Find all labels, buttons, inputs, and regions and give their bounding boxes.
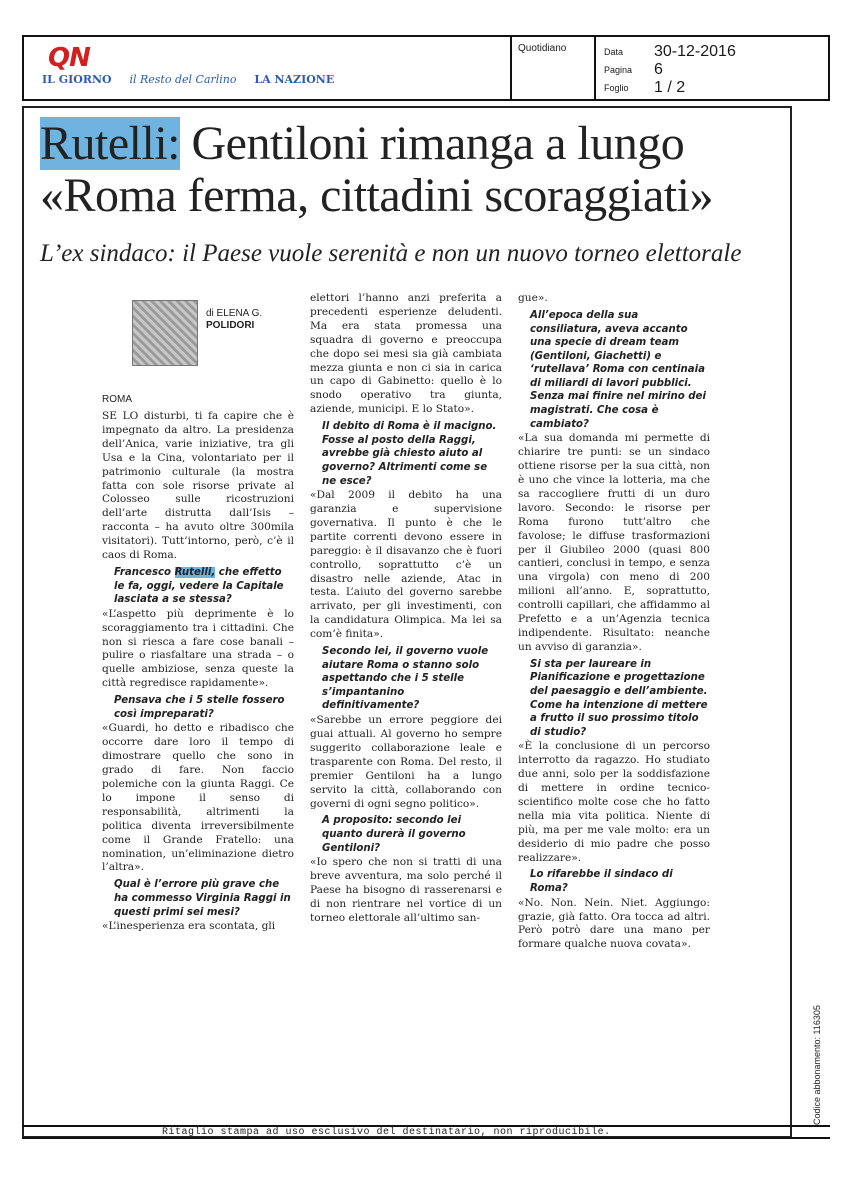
paragraph: «Dal 2009 il debito ha una garanzia e supervisione governativa. Il punto è che le partite correnti devono essere in pareggio: è il disavanzo che è fuori controllo, soprattutto c’è un disastro nelle aziende, Atac in testa. L’aiuto del governo sarebbe arrivato, per gli investimenti, con la candidatura Olimpica. Ma lei sa com’è finita». bbox=[310, 489, 502, 641]
paragraph: «L’aspetto più deprimente è lo scoraggiamento tra i cittadini. Che non si riesca a fare cose banali – pulire o riasfaltare una strada – o quelle ambiziose, senza queste la città regredisce rapidamente». bbox=[102, 607, 294, 690]
reproduction-notice-bar bbox=[22, 1125, 830, 1139]
header-divider bbox=[510, 35, 512, 101]
interview-question: Francesco Rutelli, che effetto le fa, oggi, vedere la Capitale lasciata a se stessa? bbox=[114, 566, 284, 606]
subscription-code: Codice abbonamento: 116305 bbox=[812, 1005, 822, 1125]
paragraph: «L’inesperienza era scontata, gli bbox=[102, 920, 276, 933]
article-column-3 bbox=[518, 292, 710, 952]
paragraph: elettori l’hanno anzi preferita a precedenti esperienze deludenti. Ma era stata promessa una squadra di governo e preoccupa che dopo sei mesi sia già cambiata mezza giunta e non ci sia in carica un capo di Gabinetto: quello è lo snodo operativo tra giunta, aziende, municipi. E lo Stato». bbox=[310, 292, 502, 416]
interview-question: Si sta per laureare in Pianificazione e progettazione del paesaggio e dell’ambiente. Come ha intenzione di mettere a frutto il suo prossimo titolo di studio? bbox=[530, 658, 708, 738]
paragraph: SE LO disturbi, ti fa capire che è impegnato da altro. La presidenza dell’Anica, varie iniziative, tra gli Usa e la Cina, volontariato per il patrimonio culturale (la mostra fatta con sole risorse private al Colosseo sulle ricostruzioni dell’arte distrutta dall’Isis – racconta – ha avuto oltre 300mila visitatori). Tutt’intorno, però, c’è il caos di Roma. bbox=[102, 410, 294, 562]
byline-line2: POLIDORI bbox=[206, 320, 255, 331]
headline-highlighted-name: Rutelli: bbox=[40, 117, 180, 170]
publication-names bbox=[42, 73, 348, 86]
article-column-1 bbox=[102, 410, 294, 934]
byline-line1: di ELENA G. bbox=[206, 308, 263, 319]
paragraph: «Sarebbe un errore peggiore dei guai attuali. Al governo ho sempre suggerito collaborazione leale e trasparente con Roma. Del resto, il premier Gentiloni ha a lungo servito la città, collaborando con governi di ogni segno politico». bbox=[310, 714, 502, 810]
paragraph: gue». bbox=[518, 292, 548, 304]
author-photo bbox=[132, 300, 198, 366]
highlighted-name: Rutelli, bbox=[174, 566, 216, 578]
meta-value-date: 30-12-2016 bbox=[654, 43, 736, 60]
publication-header bbox=[22, 35, 830, 101]
paragraph: «No. Non. Nein. Niet. Aggiungo: grazie, già fatto. Ora tocca ad altri. Però potrò dare una mano per formare qualche nuova covata». bbox=[518, 896, 710, 951]
paragraph: «Io spero che non si tratti di una breve avventura, ma solo perché il Paese ha bisogno di rasserenarsi e di non rientrare nel vortice di un torneo elettorale all’ultimo san- bbox=[310, 856, 502, 924]
interview-question: Lo rifarebbe il sindaco di Roma? bbox=[530, 869, 673, 895]
frequency-label: Quotidiano bbox=[518, 43, 567, 54]
qn-logo: QN bbox=[48, 43, 90, 73]
headline-line2: «Roma ferma, cittadini scoraggiati» bbox=[40, 169, 713, 222]
meta-label: Pagina bbox=[604, 65, 633, 75]
paragraph: «La sua domanda mi permette di chiarire tre punti: se un sindaco ottiene risorse per la sua città, non è uno che vince la lotteria, ma che sa raccogliere frutti di un duro lavoro. Secondo: le risorse per Roma furono tutt’altro che favolose; le diffuse trasformazioni per il Giubileo 2000 (quasi 800 cantieri, conclusi in tempo, e senza una virgola) con meno di 200 milioni all’anno. E, soprattutto, controlli capillari, che affidammo al Prefetto e a un’Agenzia tecnica indipendente. Risultato: neanche un avviso di garanzia». bbox=[518, 432, 710, 653]
interview-question: Secondo lei, il governo vuole aiutare Roma o stanno solo aspettando che i 5 stelle s’impantanino definitivamente? bbox=[322, 646, 489, 712]
headline bbox=[40, 118, 800, 222]
interview-question: A proposito: secondo lei quanto durerà il governo Gentiloni? bbox=[322, 815, 466, 854]
byline bbox=[206, 308, 262, 332]
reproduction-notice: Ritaglio stampa ad uso esclusivo del destinatario, non riproducibile. bbox=[162, 1127, 611, 1138]
article-column-2 bbox=[310, 292, 502, 926]
subheadline: L’ex sindaco: il Paese vuole serenità e non un nuovo torneo elettorale bbox=[40, 240, 742, 267]
interview-question: Il debito di Roma è il macigno. Fosse al posto della Raggi, avrebbe già chiesto aiuto al governo? Altrimenti come se ne esce? bbox=[322, 421, 497, 487]
interview-question: Pensava che i 5 stelle fossero così impreparati? bbox=[114, 695, 285, 720]
interview-question: Qual è l’errore più grave che ha commesso Virginia Raggi in questi primi sei mesi? bbox=[114, 879, 291, 918]
publication-il-giorno: IL GIORNO bbox=[42, 73, 112, 86]
header-divider bbox=[594, 35, 596, 101]
meta-label: Data bbox=[604, 47, 624, 57]
publication-la-nazione: LA NAZIONE bbox=[254, 73, 335, 86]
meta-label: Foglio bbox=[604, 83, 629, 93]
paragraph: «È la conclusione di un percorso interrotto da ragazzo. Ho studiato due anni, solo per la soddisfazione di mettere in ordine tecnico-scientifico molte cose che ho fatto nella mia vita politica. Niente di più, ma per me vale molto: era un desiderio di mio padre che posso realizzare». bbox=[518, 740, 710, 864]
meta-value-page: 6 bbox=[654, 61, 663, 78]
interview-question: All’epoca della sua consiliatura, aveva accanto una specie di dream team (Gentiloni, Giachetti) e ‘rutellava’ Roma con centinaia di miliardi di lavori pubblici. Senza mai finire nel mirino dei magistrati. Che cosa è cambiato? bbox=[530, 309, 706, 430]
publication-resto-del-carlino: il Resto del Carlino bbox=[129, 73, 237, 86]
headline-line1-rest: Gentiloni rimanga a lungo bbox=[180, 117, 685, 170]
meta-value-sheet: 1 / 2 bbox=[654, 79, 686, 96]
dateline-place: ROMA bbox=[102, 394, 132, 405]
paragraph: «Guardi, ho detto e ribadisco che occorre dare loro il tempo di dimostrare quello che sono in grado di fare. Non faccio polemiche con la giunta Raggi. Ce lo impone il senso di responsabilità, altrimenti la politica diventa irreversibilmente come il Grande Fratello: una nomination, un’eliminazione dietro l’altra». bbox=[102, 722, 294, 874]
